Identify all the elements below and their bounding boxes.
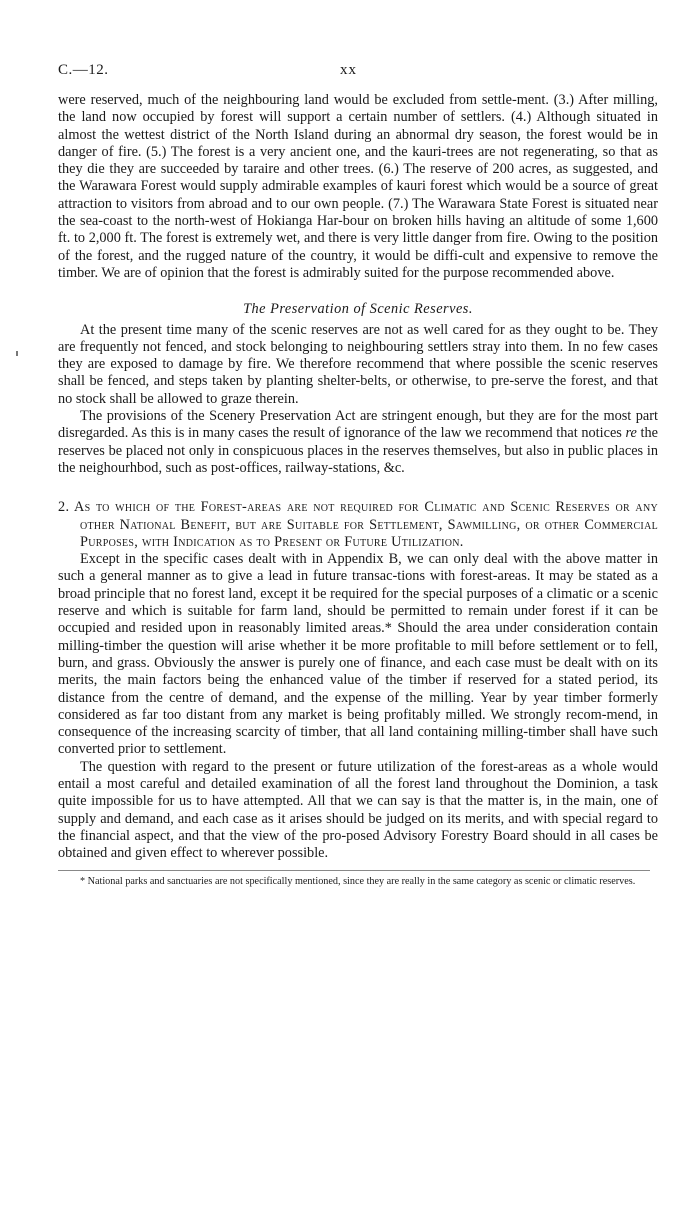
document-reference: C.—12. — [58, 62, 109, 78]
margin-mark — [16, 351, 18, 356]
footnote: * National parks and sanctuaries are not specifically mentioned, since they are really in the same category as scenic or climatic reserves. — [80, 876, 636, 888]
scenery-act-text-re: re — [625, 425, 637, 442]
paragraph-appendix-b: Except in the specific cases dealt with in Appendix B, we can only deal with the above matter in such a general manner as to give a lead in future transac-tions with forest-areas. It may be stated as a broad principle that no forest land, except it be required for the special purposes of a climatic or a scenic reserve and which is suitable for farm land, should be permitted to remain under forest if it can be occupied and resided upon in reasonably limited areas.* Should the area under consideration contain milling-timber the question will arise whether it be more profitable to mill before settlement or to fell, burn, and grass. Obviously the answer is purely one of finance, and each case must be dealt with on its merits, the main factors being the enhanced value of the timber if reserved for a stated period, its distance from the centre of demand, and the expense of the milling. Year by year timber formerly considered as far too distant from any market is being profitably milled. We strongly recom-mend, in consequence of the increasing scarcity of timber, that all land containing milling-timber shall have such converted prior to settlement. — [58, 551, 658, 758]
paragraph-utilization: The question with regard to the present or future utilization of the forest-areas as a whole would entail a most careful and detailed examination of all the forest land throughout the Dominion, a task quite impossible for us to have attempted. All that we can say is that the matter is, in the main, one of supply and demand, and each case as it arises should be judged on its merits, and with special regard to the financial aspect, and that the view of the pro-posed Advisory Forestry Board should in all cases be obtained and given effect to wherever possible. — [58, 758, 658, 862]
heading-forest-areas: 2. As to which of the Forest-areas are not required for Climatic and Scenic Reserves or any other National Benefit, but are Suitable for Settlement, Sawmilling, or other Commercial Purposes, with Indication as to Present or Future Utilization. — [58, 499, 658, 550]
section-title-scenic-reserves: The Preservation of Scenic Reserves. — [243, 301, 473, 318]
footnote-divider — [58, 870, 650, 871]
scenery-act-text-start: The provisions of the Scenery Preservation Act are stringent enough, but they are for the most part disregarded. As this is in many cases the result of ignorance of the law we recommend that notices — [58, 408, 658, 442]
paragraph-scenic-reserves-care: At the present time many of the scenic reserves are not as well cared for as they ought to be. They are frequently not fenced, and stock belonging to neighbouring settlers stray into them. In no few cases they are exposed to damage by fire. We therefore recommend that where possible the scenic reserves shall be fenced, and steps taken by planting shelter-belts, or otherwise, to pre-serve the forest, and that no stock shall be allowed to graze therein. — [58, 321, 658, 407]
page-number: xx — [340, 62, 357, 78]
paragraph-warawara: were reserved, much of the neighbouring land would be excluded from settle-ment. (3.) After milling, the land now occupied by forest will support a certain number of settlers. (4.) Although situated in almost the wettest district of the North Island during an abnormal dry season, the forest would be in danger of fire. (5.) The forest is a very ancient one, and the kauri-trees are not regenerating, so that as they die they are succeeded by taraire and other trees. (6.) The reserve of 200 acres, as suggested, and the Warawara Forest would supply admirable examples of kauri forest which would be a source of great attraction to visitors from abroad and to our own people. (7.) The Warawara State Forest is situated near the sea-coast to the north-west of Hokianga Har-bour on broken hills having an altitude of some 1,600 ft. to 2,000 ft. The forest is extremely wet, and there is very little danger from fire. Owing to the position of the forest, and the rugged nature of the country, it would be diffi-cult and expensive to remove the timber. We are of opinion that the forest is admirably suited for the purpose recommended above. — [58, 92, 658, 281]
document-page — [58, 62, 658, 888]
scenery-act-text-end: the reserves be placed not only in conspicuous places in the reserves themselves, but also in public places in the neighourhbod, such as post-offices, railway-stations, &c. — [58, 425, 658, 476]
paragraph-scenery-act — [58, 408, 658, 477]
page-header — [58, 62, 658, 92]
